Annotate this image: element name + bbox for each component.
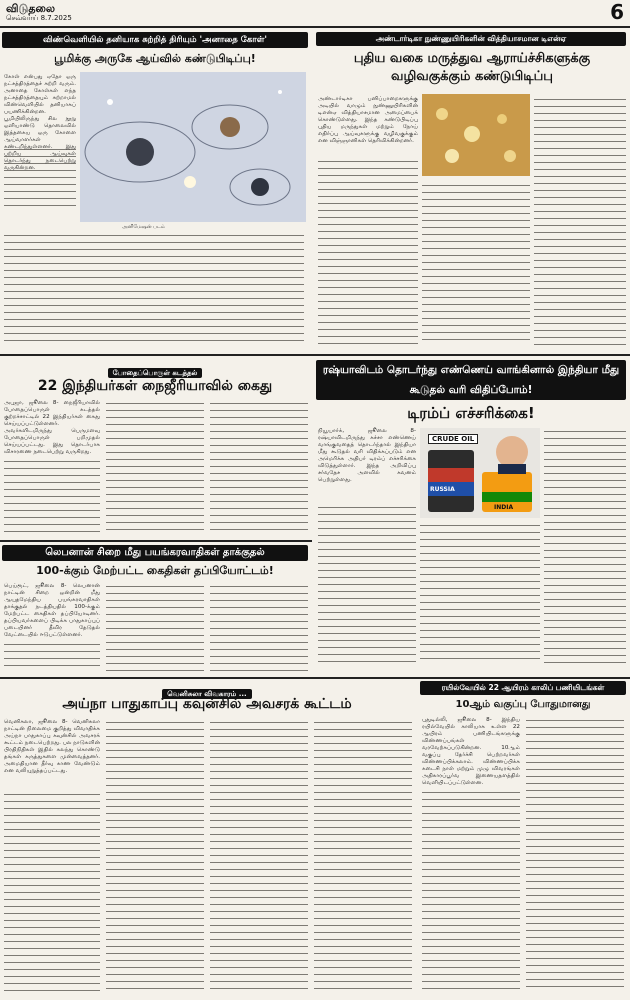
microbes-image <box>422 94 530 176</box>
story-un-security-council <box>2 681 414 997</box>
story4-body: நியூயார்க், ஜூலை 8- ரஷ்யாவிடமிருந்து கச்சா எண்ணெய் வாங்குவதைத் தொடர்ந்தால் இந்தியா மீது கூடுதல் வரி விதிக்கப்படும் என அமெரிக்க அதிபர் டிரம்ப் எச்சரிக்கை விடுத்துள்ளார். இந்த அறிவிப்பு சர்வதேச அளவில் கவனம் பெற்றுள்ளது. <box>318 428 416 483</box>
story-russia-oil-tariff <box>316 360 628 670</box>
masthead <box>0 0 630 28</box>
story6-headline: அய்நா பாதுகாப்பு கவுன்சில் அவசரக் கூட்டம் <box>62 696 352 712</box>
story3-kicker: போதைப்பொருள் கடத்தல் <box>108 368 203 378</box>
story2-intro <box>318 96 418 346</box>
orphan-planet-image <box>80 72 306 222</box>
story5-subheadline: 100-க்கும் மேற்பட்ட கைதிகள் தப்பியோட்டம்! <box>36 564 274 577</box>
microbe-photo <box>422 94 530 176</box>
photo-label-russia: RUSSIA <box>430 486 455 493</box>
story-orphan-planet <box>2 32 310 352</box>
issue-date: செவ்வாய் 8.7.2025 <box>6 14 72 22</box>
photo-label-india: INDIA <box>494 504 514 511</box>
story7-subheadline: 10ஆம் வகுப்பு போதுமானது <box>455 699 591 710</box>
story7-body: புதுடில்லி, ஜூலை 8- இந்திய ரயில்வேயில் காலியாக உள்ள 22 ஆயிரம் பணியிடங்களுக்கு விண்ணப்பங்கள் வரவேற்கப்படுகின்றன. 10ஆம் வகுப்பு தேர்ச்சி பெற்றவர்கள் விண்ணப்பிக்கலாம். விண்ணப்பிக்க கடைசி நாள் மற்றும் முழு விவரங்கள் அதிகாரப்பூர்வ இணையதளத்தில் வெளியிடப்பட்டுள்ளன. <box>422 717 520 786</box>
story1-lead-text <box>4 74 76 212</box>
story1-image-caption: அனிமேஷன் படம் <box>122 224 165 230</box>
newspaper-name: விடுதலை <box>6 2 56 15</box>
story2-kicker: அண்டார்டிகா நுண்ணுயிரிகளின் வித்தியாசமான டிஎன்ஏ <box>316 32 626 46</box>
story6-kicker: வெனிசுலா விவகாரம் ... <box>162 689 251 699</box>
story5-headline: லெபனான் சிறை மீது பயங்கரவாதிகள் தாக்குதல் <box>2 545 308 561</box>
story2-body: அண்டார்டிகா பனிப்பாறைகளுக்கு அடியில் வாழும் நுண்ணுயிரிகளின் டிஎன்ஏ வித்தியாசமான அமைப்பைக் கொண்டுள்ளது. இந்த கண்டுபிடிப்பு புதிய மருந்துகள் மற்றும் நோய் எதிர்ப்பு ஆய்வுகளுக்கு வழிவகுக்கும் என விஞ்ஞானிகள் தெரிவிக்கின்றனர். <box>318 96 418 144</box>
photo-label-crude-oil: CRUDE OIL <box>428 434 478 444</box>
story2-headline: புதிய வகை மருத்துவ ஆராய்ச்சிகளுக்கு வழிவகுக்கும் கண்டுபிடிப்பு <box>353 51 591 84</box>
story-railway-jobs <box>420 681 628 997</box>
story5-body: பெய்ரூட், ஜூலை 8- லெபனான் நாட்டின் சிறை ஒன்றின் மீது ஆயுதமேந்திய பயங்கரவாதிகள் தாக்குதல் நடத்தியதில் 100-க்கும் மேற்பட்ட கைதிகள் தப்பியோடினர். தப்பியவர்களைப் பிடிக்க பாதுகாப்புப் படையினர் தீவிர தேடுதல் வேட்டையில் ஈடுபட்டுள்ளனர். <box>4 583 100 638</box>
page-number: 6 <box>610 0 624 24</box>
story-lebanon-prison <box>2 545 310 675</box>
space-illustration <box>80 72 306 222</box>
story7-headline: ரயில்வேயில் 22 ஆயிரம் காலிப் பணியிடங்கள் <box>420 681 626 695</box>
story6-body: வெனிசுலா, ஜூலை 8- வெனிசுலா நாட்டின் நிலைமை குறித்து விவாதிக்க அய்நா பாதுகாப்பு கவுன்சில் அவசரக் கூட்டம் நடைபெற்றது. பல நாடுகளின் பிரதிநிதிகள் இதில் கலந்து கொண்டு தங்கள் கருத்துகளை முன்வைத்தனர். அமைதியான தீர்வு காண வேண்டும் என வலியுறுத்தப்பட்டது. <box>4 719 100 774</box>
story1-headline: விண்வெளியில் தனியாக சுற்றித் திரியும் 'அனாதை கோள்' <box>2 32 308 48</box>
trump-oil-photo <box>420 428 540 518</box>
story1-body: கோள் என்பது ஏதோ ஒரு நட்சத்திரத்தைச் சுற்றி வரும். அனாதை கோள்கள் எந்த நட்சத்திரத்தையும் சுற்றாமல் விண்வெளியில் தனியாகப் பயணிக்கின்றன. பூமியிலிருந்து சில நூறு ஒளியாண்டு தொலைவில் இத்தகைய ஒரு கோளை ஆய்வாளர்கள் கண்டறிந்துள்ளனர். இது பற்றிய ஆய்வுகள் தொடர்ந்து நடைபெற்று வருகின்றன. <box>4 74 76 171</box>
story4-headline: ரஷ்யாவிடம் தொடர்ந்து எண்ணெய் வாங்கினால் இந்தியா மீது கூடுதல் வரி விதிப்போம்! <box>316 360 626 400</box>
story1-subheadline: பூமிக்கு அருகே ஆய்வில் கண்டுபிடிப்பு! <box>54 52 256 65</box>
story3-body: அபுஜா, ஜூலை 8- நைஜீரியாவில் போதைப்பொருள் கடத்தல் குற்றச்சாட்டில் 22 இந்தியர்கள் கைது செய்யப்பட்டுள்ளனர். அவர்களிடமிருந்து பெருமளவு போதைப்பொருள் பறிமுதல் செய்யப்பட்டது. இது தொடர்பாக விசாரணை நடைபெற்று வருகிறது. <box>4 400 100 455</box>
story-antarctic-dna <box>316 32 628 352</box>
story-nigeria-arrest <box>2 360 310 538</box>
story3-headline: 22 இந்தியர்கள் நைஜீரியாவில் கைது <box>37 378 273 394</box>
story4-subheadline: டிரம்ப் எச்சரிக்கை! <box>407 404 535 422</box>
